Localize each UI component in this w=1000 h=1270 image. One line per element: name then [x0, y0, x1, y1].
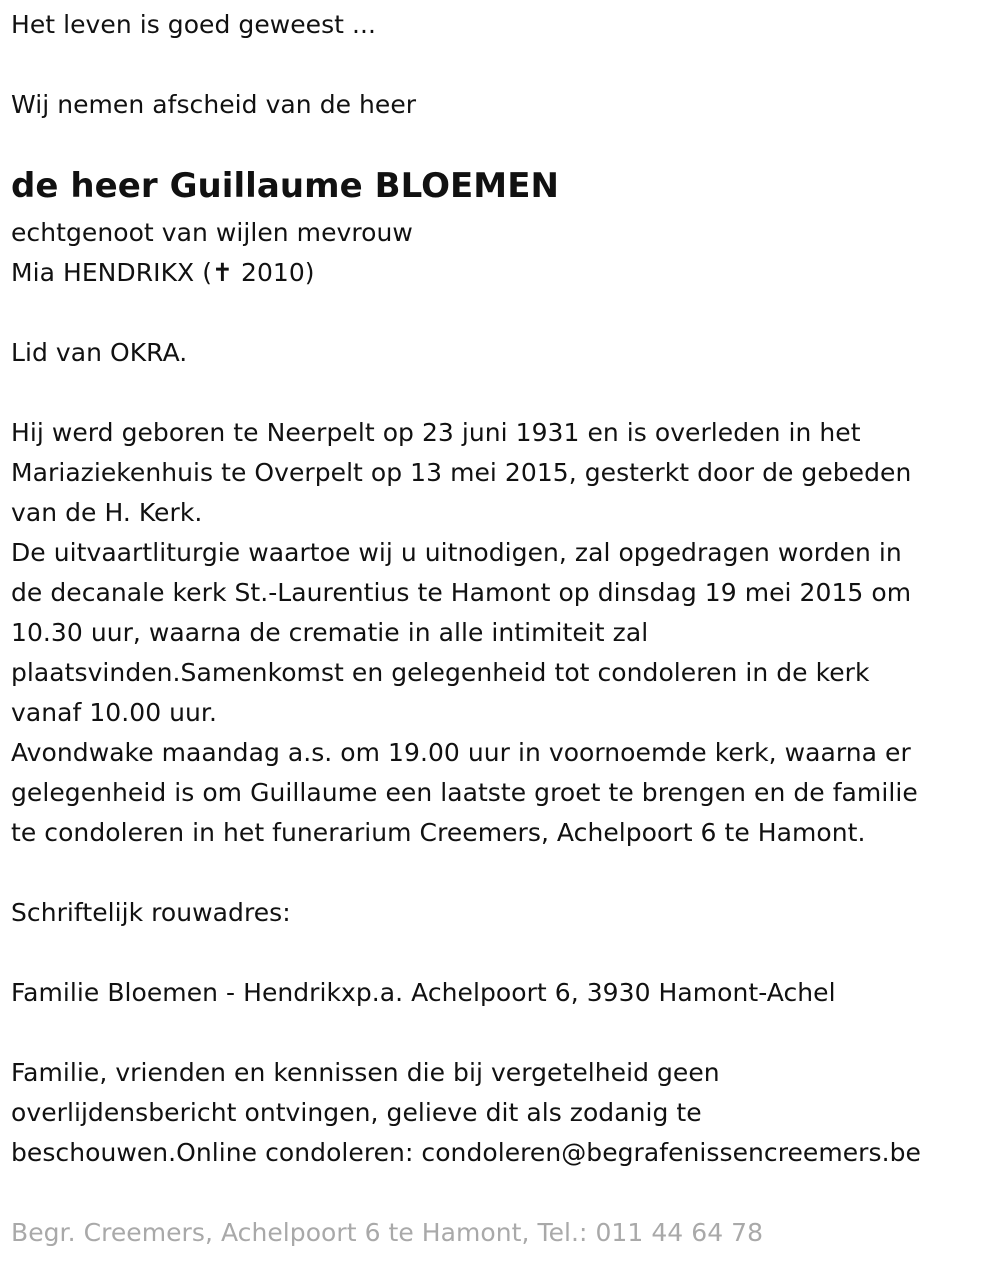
- body-line: van de H. Kerk.: [11, 498, 203, 527]
- membership-text: Lid van OKRA.: [11, 338, 188, 367]
- spouse-line-2: Mia HENDRIKX (✝ 2010): [11, 258, 315, 287]
- body-line: vanaf 10.00 uur.: [11, 698, 217, 727]
- deceased-name: de heer Guillaume BLOEMEN: [11, 166, 559, 206]
- body-line: 10.30 uur, waarna de crematie in alle intimiteit zal: [11, 618, 649, 647]
- intro-text: Het leven is goed geweest ...: [11, 10, 377, 39]
- body-line: te condoleren in het funerarium Creemers, Achelpoort 6 te Hamont.: [11, 818, 866, 847]
- closing-line: beschouwen.Online condoleren: condoleren@begrafenissencreemers.be: [11, 1138, 921, 1167]
- body-line: plaatsvinden.Samenkomst en gelegenheid tot condoleren in de kerk: [11, 658, 870, 687]
- body-line: Avondwake maandag a.s. om 19.00 uur in voornoemde kerk, waarna er: [11, 738, 911, 767]
- funeral-home-footer: Begr. Creemers, Achelpoort 6 te Hamont, Tel.: 011 44 64 78: [11, 1218, 764, 1247]
- address-heading: Schriftelijk rouwadres:: [11, 898, 291, 927]
- body-line: de decanale kerk St.-Laurentius te Hamont op dinsdag 19 mei 2015 om: [11, 578, 912, 607]
- closing-line: Familie, vrienden en kennissen die bij vergetelheid geen: [11, 1058, 720, 1087]
- spouse-line-1: echtgenoot van wijlen mevrouw: [11, 218, 413, 247]
- body-line: Hij werd geboren te Neerpelt op 23 juni 1931 en is overleden in het: [11, 418, 861, 447]
- closing-line: overlijdensbericht ontvingen, gelieve dit als zodanig te: [11, 1098, 702, 1127]
- farewell-text: Wij nemen afscheid van de heer: [11, 90, 417, 119]
- mourning-address: Familie Bloemen - Hendrikxp.a. Achelpoort 6, 3930 Hamont-Achel: [11, 978, 836, 1007]
- body-line: gelegenheid is om Guillaume een laatste groet te brengen en de familie: [11, 778, 918, 807]
- body-line: De uitvaartliturgie waartoe wij u uitnodigen, zal opgedragen worden in: [11, 538, 902, 567]
- body-line: Mariaziekenhuis te Overpelt op 13 mei 2015, gesterkt door de gebeden: [11, 458, 912, 487]
